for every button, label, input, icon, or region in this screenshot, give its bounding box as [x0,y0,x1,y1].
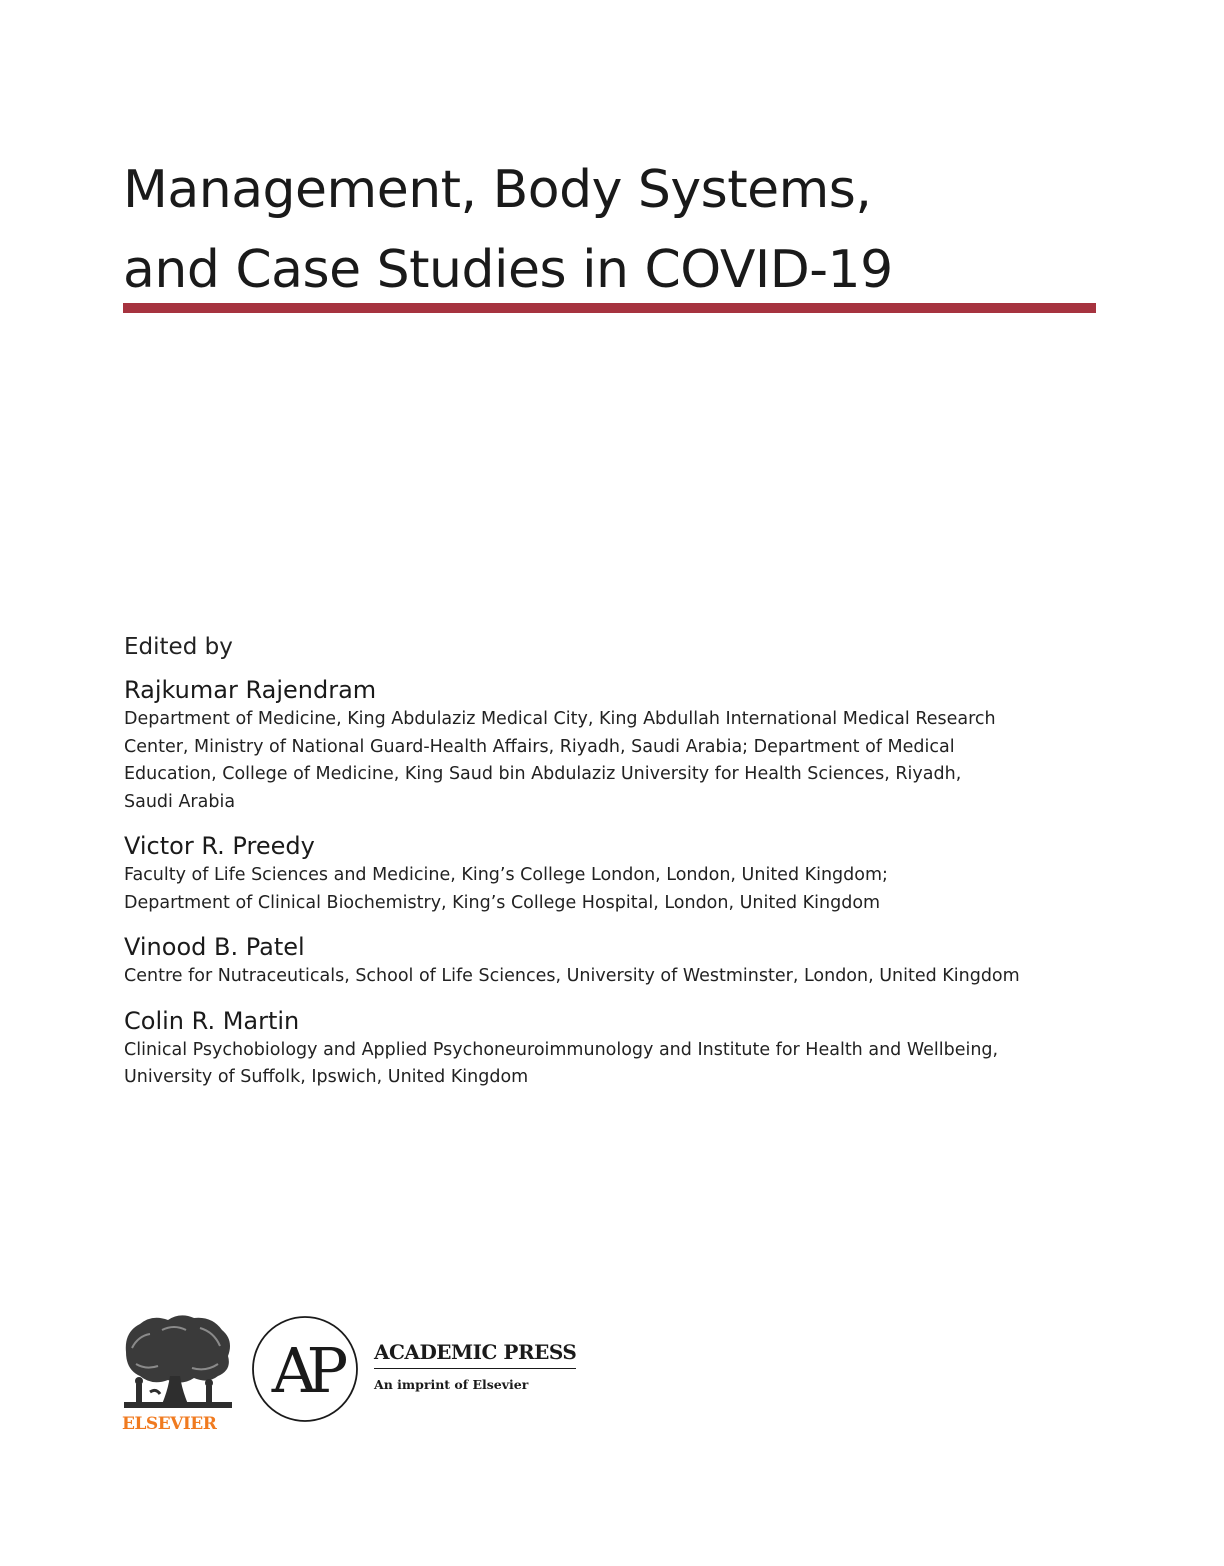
editor-name: Colin R. Martin [124,1006,300,1035]
editor-1 [124,674,1114,816]
editor-affiliation-line: Centre for Nutraceuticals, School of Life Sciences, University of Westminster, London, United Kingdom [124,966,1020,986]
ap-monogram: AP [271,1334,339,1407]
publisher-logos [122,1312,622,1442]
ap-circle-logo-icon [250,1314,360,1424]
book-title-line-2: and Case Studies in COVID-19 [123,240,893,300]
edited-by-label: Edited by [124,634,233,660]
editor-affiliation-line: Faculty of Life Sciences and Medicine, King’s College London, London, United Kingdom; [124,865,888,885]
book-title-line-1: Management, Body Systems, [123,160,872,220]
book-title [123,150,1123,310]
publisher-name: ACADEMIC PRESS [374,1340,576,1369]
elsevier-wordmark: ELSEVIER [122,1414,217,1434]
editor-name: Vinood B. Patel [124,933,305,961]
title-rule [123,303,1096,313]
editor-affiliation-line: Education, College of Medicine, King Saud bin Abdulaziz University for Health Sciences, Riyadh, [124,764,962,784]
editor-affiliation-line: Saudi Arabia [124,791,236,812]
editor-name: Rajkumar Rajendram [124,676,377,704]
publisher-block [374,1340,604,1392]
editor-affiliation-line: Center, Ministry of National Guard-Health Affairs, Riyadh, Saudi Arabia; Department of Medical [124,736,955,757]
editor-name: Victor R. Preedy [124,832,315,860]
editor-3 [124,931,1114,991]
editor-affiliation-line: Clinical Psychobiology and Applied Psychoneuroimmunology and Institute for Health and Wellbeing, [124,1039,999,1060]
publisher-subtitle: An imprint of Elsevier [374,1377,529,1392]
editor-2 [124,830,1114,917]
editor-4 [124,1005,1114,1092]
editor-affiliation-line: Department of Medicine, King Abdulaziz Medical City, King Abdullah International Medical Research [124,709,996,729]
editors-section [124,630,1114,1106]
editor-affiliation-line: University of Suffolk, Ipswich, United Kingdom [124,1067,529,1087]
editor-affiliation-line: Department of Clinical Biochemistry, King’s College Hospital, London, United Kingdom [124,892,881,913]
